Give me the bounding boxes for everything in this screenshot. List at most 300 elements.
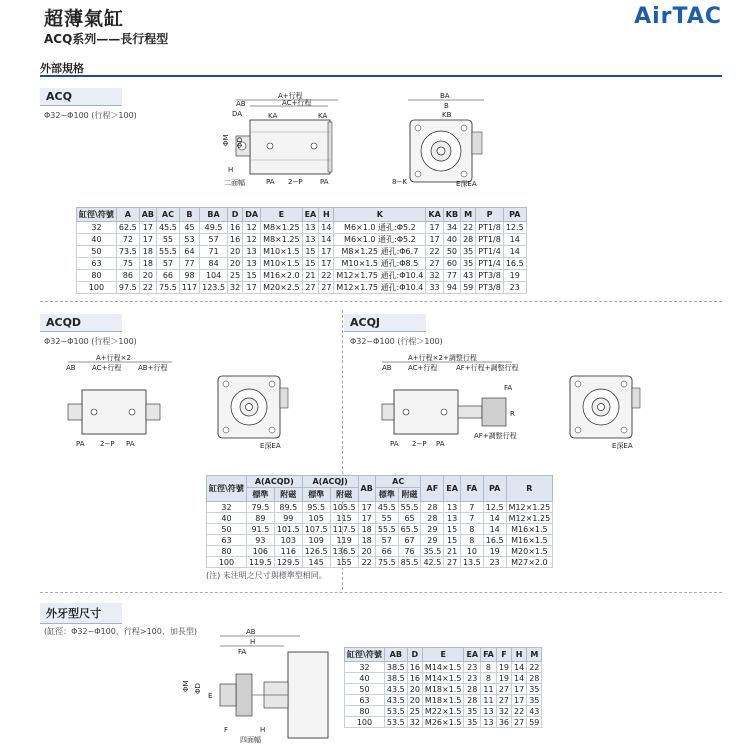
table-cell: 18	[358, 524, 375, 535]
table-cell: 65.5	[398, 524, 421, 535]
table-cell: 119.5	[246, 557, 274, 568]
sub-header: 標準	[302, 488, 330, 502]
col-header: KB	[443, 208, 460, 222]
table-cell: 17	[358, 502, 375, 513]
table-cell: 21	[302, 270, 319, 282]
table-cell: PT1/8	[476, 234, 504, 246]
table-row	[207, 502, 553, 513]
table-cell: 28	[421, 513, 444, 524]
table-cell: 40	[443, 234, 460, 246]
table-cell: 145	[302, 557, 330, 568]
table-cell: 80	[77, 270, 117, 282]
acqd-dim-ab2: AB+行程	[138, 364, 168, 372]
table-cell: 20	[407, 695, 422, 706]
table-cell: 71	[200, 246, 228, 258]
acqj-dim-pa2: PA	[436, 440, 445, 448]
table-cell: 79.5	[246, 502, 274, 513]
acq-dim-phid: ΦD	[236, 137, 244, 148]
table-cell: 13	[243, 246, 261, 258]
table-cell: 14	[503, 246, 526, 258]
table-cell: M22×1.5	[422, 706, 464, 717]
section-heading-external-thread: 外牙型尺寸	[40, 603, 122, 624]
table-cell: 15	[444, 524, 461, 535]
table-cell: 66	[375, 546, 398, 557]
table-cell: 8	[481, 673, 497, 684]
table-cell: 53	[179, 234, 199, 246]
table-cell: 57	[157, 258, 180, 270]
table-cell: 25	[228, 270, 243, 282]
table-cell: PT3/8	[476, 270, 504, 282]
table-cell: 17	[139, 222, 156, 234]
table-row	[207, 557, 553, 568]
col-header: FA	[481, 648, 497, 662]
table-cell: 40	[77, 234, 117, 246]
acq-dim-ka-right: KA	[318, 112, 328, 120]
col-header: AC	[157, 208, 180, 222]
ext-dim-h2: H	[260, 726, 266, 734]
table-row	[207, 546, 553, 557]
col-header: EA	[444, 476, 461, 502]
table-cell: 35	[461, 246, 476, 258]
acq-front-view-drawing	[388, 92, 498, 192]
table-cell: 13	[481, 706, 497, 717]
table-cell: 10	[460, 546, 483, 557]
table-cell: 12	[243, 222, 261, 234]
acqj-dim-ac: AC+行程	[408, 364, 438, 372]
table-cell: 50	[443, 246, 460, 258]
acqj-tag: ACQJ	[344, 314, 426, 332]
table-cell: M14×1.5	[422, 662, 464, 673]
table-cell: 35.5	[421, 546, 444, 557]
table-cell: M6×1.0 通孔:Φ5.2	[334, 234, 426, 246]
col-header: K	[334, 208, 426, 222]
col-header: PA	[483, 476, 506, 502]
col-header: EA	[302, 208, 319, 222]
acqj-dim-edepth: E深EA	[612, 442, 633, 450]
sub-header: 附磁	[274, 488, 302, 502]
table-cell: 60	[443, 258, 460, 270]
table-cell: 35	[464, 717, 481, 728]
table-cell: 17	[358, 513, 375, 524]
acq-tag: ACQ	[40, 88, 122, 106]
table-cell: 63	[77, 258, 117, 270]
table-cell: 19	[503, 270, 526, 282]
table-cell: M12×1.25	[506, 502, 553, 513]
acqj-dim-ab: AB	[382, 364, 392, 372]
acq-dim-pa2: PA	[320, 178, 329, 186]
table-cell: 45	[179, 222, 199, 234]
table-cell: 35	[464, 706, 481, 717]
table-cell: 40	[207, 513, 247, 524]
col-header: EA	[464, 648, 481, 662]
col-header: A	[116, 208, 139, 222]
table-row	[77, 234, 527, 246]
table-cell: 20	[228, 258, 243, 270]
table-cell: 27	[444, 557, 461, 568]
table-cell: 34	[443, 222, 460, 234]
table-cell: M6×1.0 通孔:Φ5.2	[334, 222, 426, 234]
table-cell: 20	[358, 546, 375, 557]
table-cell: 22	[358, 557, 375, 568]
ext-dim-ab: AB	[246, 628, 256, 636]
table-cell: 55.5	[375, 524, 398, 535]
table-cell: 18	[358, 535, 375, 546]
acqj-dim-af2: AF+調整行程	[474, 432, 517, 440]
table-cell: 20	[407, 684, 422, 695]
page-subtitle: ACQ系列——長行程型	[44, 32, 169, 46]
table-cell: 53.5	[384, 717, 407, 728]
table-cell: PT1/8	[476, 222, 504, 234]
table-cell: 32	[496, 706, 511, 717]
table-cell: M12×1.25	[506, 513, 553, 524]
table-cell: M8×1.25 通孔:Φ6.7	[334, 246, 426, 258]
col-header: AB	[139, 208, 156, 222]
table-cell: 53.5	[384, 706, 407, 717]
ext-dimension-table	[344, 647, 542, 728]
table-cell: 72	[116, 234, 139, 246]
acqj-side-view-drawing	[372, 350, 532, 450]
table-cell: M16×1.5	[506, 524, 553, 535]
table-cell: 105	[302, 513, 330, 524]
ext-dim-fa: FA	[238, 648, 247, 656]
table-cell: 100	[345, 717, 385, 728]
col-header: R	[506, 476, 553, 502]
table-row	[77, 270, 527, 282]
table-cell: 17	[139, 234, 156, 246]
col-header: M	[461, 208, 476, 222]
table-cell: 27	[426, 258, 443, 270]
table-cell: 17	[319, 246, 334, 258]
acqj-note: Φ32~Φ100 (行程＞100)	[350, 337, 443, 346]
table-row	[345, 706, 542, 717]
table-cell: 45.5	[375, 502, 398, 513]
table-cell: 62.5	[116, 222, 139, 234]
col-header: DA	[243, 208, 261, 222]
table-cell: 22	[512, 706, 527, 717]
acqd-tag: ACQD	[40, 314, 122, 332]
table-cell: 16.5	[483, 535, 506, 546]
acqd-dim-pa2: PA	[126, 440, 135, 448]
ext-dim-f: F	[224, 726, 229, 734]
table-cell: 28	[461, 234, 476, 246]
table-cell: 80	[345, 706, 385, 717]
table-cell: M16×2.0	[261, 270, 303, 282]
acq-dim-2p: 2−P	[288, 178, 303, 186]
acq-dim-h: H	[228, 166, 234, 174]
table-cell: 14	[319, 234, 334, 246]
table-cell: 98	[179, 270, 199, 282]
table-cell: 27	[512, 717, 527, 728]
table-row	[207, 524, 553, 535]
col-header: BA	[200, 208, 228, 222]
table-cell: 14	[503, 234, 526, 246]
table-cell: PT1/4	[476, 246, 504, 258]
table-cell: 76	[398, 546, 421, 557]
col-header: D	[228, 208, 243, 222]
table-cell: 50	[77, 246, 117, 258]
table-cell: 35	[527, 684, 542, 695]
table-cell: 8	[460, 524, 483, 535]
table-cell: 95.5	[302, 502, 330, 513]
table-cell: 101.5	[274, 524, 302, 535]
table-cell: 7	[460, 502, 483, 513]
brand-logo: AirTAC	[634, 4, 722, 29]
table-cell: 85.5	[398, 557, 421, 568]
table-cell: 17	[319, 258, 334, 270]
table-row	[345, 717, 542, 728]
col-header: 缸徑\符號	[77, 208, 117, 222]
table-cell: 73.5	[116, 246, 139, 258]
acqd-dim-2p: 2−P	[100, 440, 115, 448]
table-cell: 63	[345, 695, 385, 706]
table-cell: 75.5	[375, 557, 398, 568]
table-cell: 13	[444, 502, 461, 513]
table-cell: 105.5	[330, 502, 358, 513]
table-cell: 89.5	[274, 502, 302, 513]
col-header: AB	[358, 476, 375, 502]
table-row	[345, 695, 542, 706]
table-cell: 19	[483, 546, 506, 557]
table-cell: 14	[319, 222, 334, 234]
table-cell: 103	[274, 535, 302, 546]
table-cell: M26×1.5	[422, 717, 464, 728]
acqd-side-view-drawing	[60, 350, 180, 450]
sub-header: 標準	[246, 488, 274, 502]
col-header: H	[512, 648, 527, 662]
table-cell: 155	[330, 557, 358, 568]
table-cell: 42.5	[421, 557, 444, 568]
table-cell: 15	[302, 258, 319, 270]
ext-dim-phid: ΦD	[194, 683, 202, 694]
col-header: 缸徑\符號	[207, 476, 247, 502]
table-cell: 91.5	[246, 524, 274, 535]
table-cell: PT3/8	[476, 282, 504, 294]
acq-side-view-drawing	[220, 92, 370, 192]
table-cell: 99	[274, 513, 302, 524]
table-cell: 19	[496, 673, 511, 684]
table-cell: 27	[496, 684, 511, 695]
table-cell: M10×1.5	[261, 258, 303, 270]
table-cell: 38.5	[384, 662, 407, 673]
acq-dim-b: B	[444, 102, 449, 110]
acq-dim-ba: BA	[440, 92, 450, 100]
col-header: B	[179, 208, 199, 222]
col-header: 缸徑\符號	[345, 648, 385, 662]
table-cell: 14	[483, 524, 506, 535]
table-cell: 28	[527, 673, 542, 684]
table-cell: 77	[443, 270, 460, 282]
table-cell: 32	[207, 502, 247, 513]
table-cell: 17	[426, 234, 443, 246]
acqd-acqj-dimension-table	[206, 475, 553, 568]
table-cell: 22	[319, 270, 334, 282]
table-cell: 8	[460, 535, 483, 546]
col-header: M	[527, 648, 542, 662]
table-cell: 23	[503, 282, 526, 294]
table-cell: 94	[443, 282, 460, 294]
table-cell: 18	[139, 246, 156, 258]
table-cell: 100	[207, 557, 247, 568]
acqj-dim-a2: A+行程×2+調整行程	[408, 354, 477, 362]
table-cell: 14	[483, 513, 506, 524]
table-cell: 55	[375, 513, 398, 524]
page-title: 超薄氣缸	[44, 8, 125, 30]
table-cell: 59	[527, 717, 542, 728]
table-cell: 136.5	[330, 546, 358, 557]
table-cell: 16	[407, 673, 422, 684]
table-cell: 32	[407, 717, 422, 728]
table-cell: 15	[302, 246, 319, 258]
table-footnote: (注) 未注明之尺寸與標準型相同。	[206, 571, 327, 580]
table-cell: M8×1.25	[261, 222, 303, 234]
col-header: A(ACQJ)	[302, 476, 358, 488]
acq-dim-kb: KB	[442, 111, 452, 119]
table-cell: 7	[460, 513, 483, 524]
acqd-dim-ac: AC+行程	[92, 364, 122, 372]
table-cell: 17	[426, 222, 443, 234]
col-header: FA	[460, 476, 483, 502]
table-cell: M14×1.5	[422, 673, 464, 684]
table-cell: M20×1.5	[506, 546, 553, 557]
table-cell: 17	[512, 695, 527, 706]
sub-header: 標準	[375, 488, 398, 502]
table-cell: 14	[512, 673, 527, 684]
acq-dim-pa: PA	[266, 178, 275, 186]
table-row	[77, 258, 527, 270]
table-cell: 49.5	[200, 222, 228, 234]
table-cell: 123.5	[200, 282, 228, 294]
section-divider	[40, 301, 722, 302]
table-cell: 59	[461, 282, 476, 294]
table-cell: 97.5	[116, 282, 139, 294]
table-cell: 50	[345, 684, 385, 695]
table-cell: 86	[116, 270, 139, 282]
table-cell: 23	[464, 673, 481, 684]
table-cell: M16×1.5	[506, 535, 553, 546]
table-cell: M10×1.5	[261, 246, 303, 258]
table-cell: 67	[398, 535, 421, 546]
col-header: P	[476, 208, 504, 222]
table-row	[207, 535, 553, 546]
acqj-dim-pa: PA	[390, 440, 399, 448]
acq-dim-8k: 8−K	[392, 178, 407, 186]
acq-dim-flat: 二面幅	[224, 179, 245, 187]
table-cell: 55.5	[157, 246, 180, 258]
table-cell: 107.5	[302, 524, 330, 535]
table-cell: 23	[464, 662, 481, 673]
table-row	[77, 222, 527, 234]
table-cell: 13	[481, 717, 497, 728]
table-cell: 57	[375, 535, 398, 546]
table-cell: M18×1.5	[422, 684, 464, 695]
table-cell: 57	[200, 234, 228, 246]
table-cell: 117	[179, 282, 199, 294]
table-cell: 126.5	[302, 546, 330, 557]
ext-note: (缸徑：Φ32~Φ100、行程>100、加長型)	[44, 627, 197, 636]
table-cell: 66	[157, 270, 180, 282]
ext-dim-e: E	[208, 692, 213, 700]
table-cell: 106	[246, 546, 274, 557]
col-header: F	[496, 648, 511, 662]
table-cell: 28	[421, 502, 444, 513]
table-cell: 13	[243, 258, 261, 270]
col-header: AB	[384, 648, 407, 662]
table-cell: 119	[330, 535, 358, 546]
table-cell: 116	[274, 546, 302, 557]
acq-dim-ka-left: KA	[268, 112, 278, 120]
table-cell: 13	[444, 513, 461, 524]
acq-dim-ab: AB	[236, 100, 246, 108]
table-cell: 55	[157, 234, 180, 246]
table-cell: 11	[481, 695, 497, 706]
table-cell: 27	[319, 282, 334, 294]
table-cell: M10×1.5 通孔:Φ8.5	[334, 258, 426, 270]
table-cell: PT1/4	[476, 258, 504, 270]
table-cell: 29	[421, 535, 444, 546]
col-header: A(ACQD)	[246, 476, 302, 488]
table-cell: 55.5	[398, 502, 421, 513]
acq-dim-phim: ΦM	[222, 134, 230, 146]
acqj-dim-2p: 2−P	[412, 440, 427, 448]
table-cell: 22	[461, 222, 476, 234]
table-cell: 109	[302, 535, 330, 546]
table-cell: 89	[246, 513, 274, 524]
table-cell: 50	[207, 524, 247, 535]
acqj-front-view-drawing	[560, 370, 650, 454]
table-cell: 40	[345, 673, 385, 684]
table-cell: 15	[444, 535, 461, 546]
table-cell: 43.5	[384, 695, 407, 706]
table-cell: 16.5	[503, 258, 526, 270]
table-cell: M8×1.25	[261, 234, 303, 246]
col-header: PA	[503, 208, 526, 222]
table-cell: 17	[512, 684, 527, 695]
acq-dim-da: DA	[232, 110, 243, 118]
table-cell: 43.5	[384, 684, 407, 695]
table-cell: M12×1.75 通孔:Φ10.4	[334, 282, 426, 294]
ext-dim-phim: ΦM	[182, 680, 190, 692]
table-cell: 15	[243, 270, 261, 282]
table-row	[345, 673, 542, 684]
table-cell: 20	[139, 270, 156, 282]
table-cell: 22	[139, 282, 156, 294]
table-cell: 27	[496, 695, 511, 706]
table-cell: 32	[345, 662, 385, 673]
table-cell: 43	[461, 270, 476, 282]
table-cell: 16	[228, 222, 243, 234]
table-cell: 27	[302, 282, 319, 294]
section-heading-external-specs: 外部規格	[40, 62, 84, 75]
table-row	[345, 662, 542, 673]
col-header: D	[407, 648, 422, 662]
table-cell: 25	[407, 706, 422, 717]
section-divider	[40, 75, 722, 77]
table-cell: 129.5	[274, 557, 302, 568]
table-cell: 11	[481, 684, 497, 695]
table-cell: 16	[407, 662, 422, 673]
table-cell: 80	[207, 546, 247, 557]
table-cell: 12.5	[503, 222, 526, 234]
acqd-dim-ab: AB	[66, 364, 76, 372]
table-cell: 12.5	[483, 502, 506, 513]
table-cell: 13	[302, 222, 319, 234]
table-cell: 75.5	[157, 282, 180, 294]
acqd-dim-pa: PA	[76, 440, 85, 448]
col-header: AC	[375, 476, 421, 488]
acqj-dim-fa: FA	[504, 384, 513, 392]
table-cell: 20	[228, 246, 243, 258]
table-cell: 19	[496, 662, 511, 673]
